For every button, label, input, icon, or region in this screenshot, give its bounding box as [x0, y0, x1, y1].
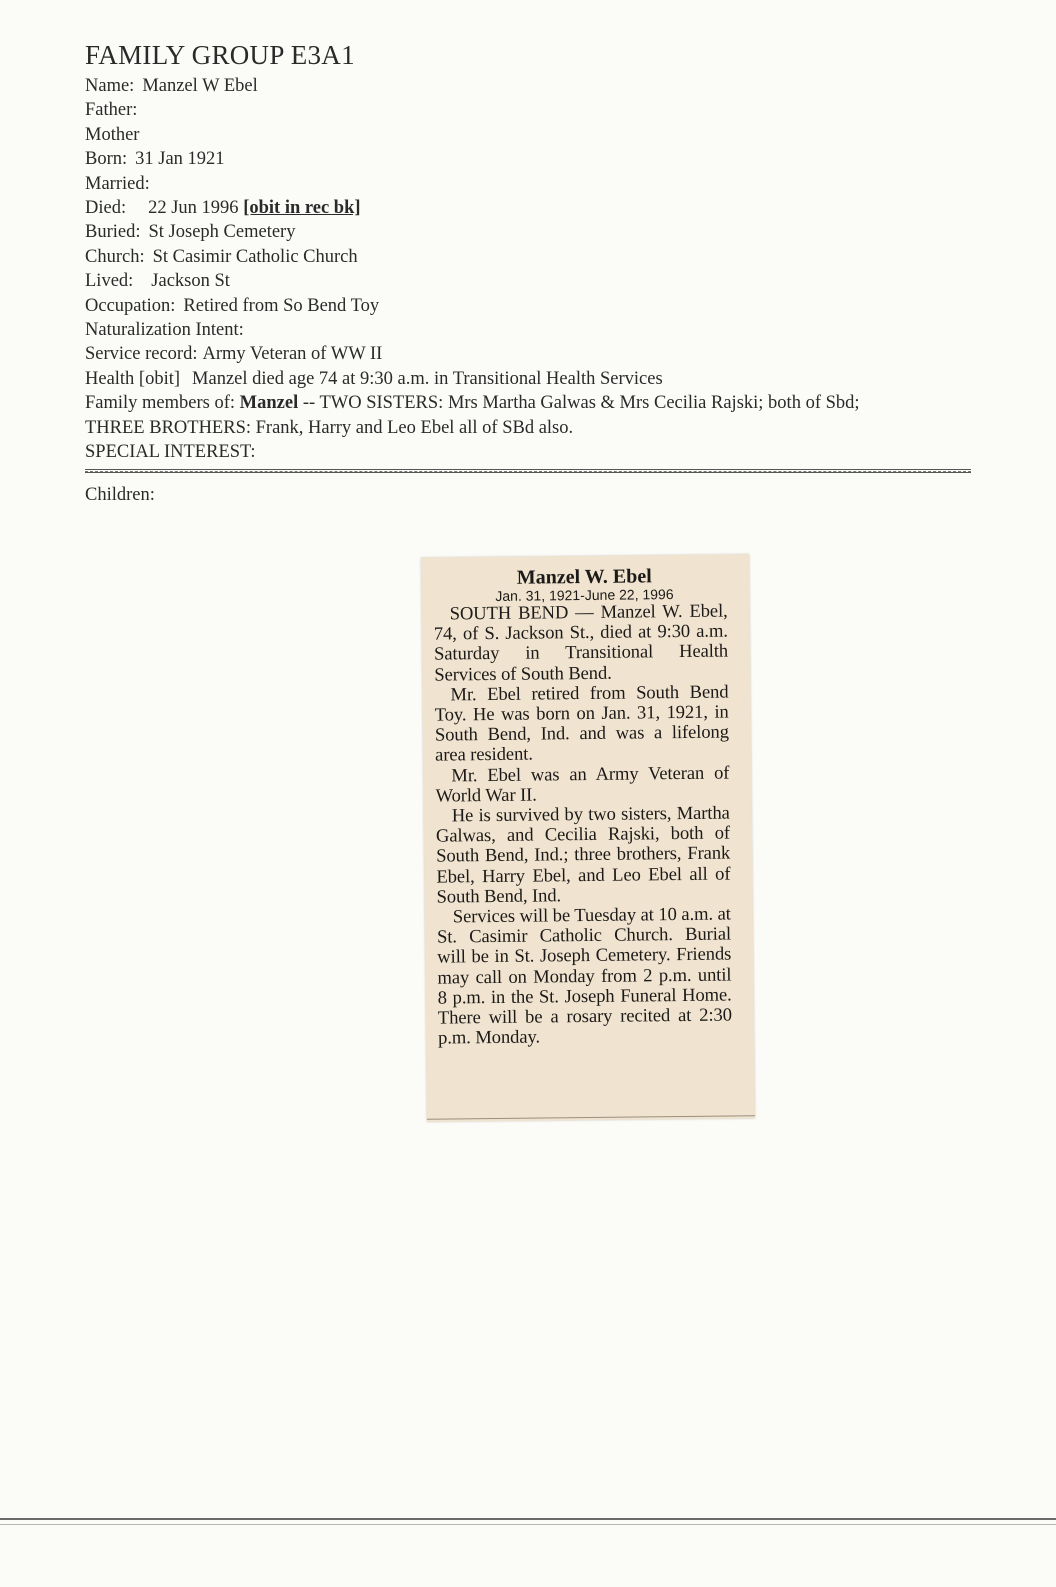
field-label: Father: [85, 100, 138, 121]
field-mother [85, 123, 985, 147]
field-married [85, 172, 985, 196]
field-family [85, 391, 985, 415]
field-value: Manzel W Ebel [142, 76, 258, 96]
family-brothers: THREE BROTHERS: Frank, Harry and Leo Ebel all of SBd also. [85, 417, 574, 438]
field-label: Born: [85, 149, 128, 170]
field-died [85, 196, 985, 220]
field-value: 22 Jun 1996 [148, 198, 239, 219]
field-label: Health [obit] [85, 368, 181, 389]
obituary-paragraph: Mr. Ebel retired from South Bend Toy. He was born on Jan. 31, 1921, in South Bend, Ind. and was a lifelong area resident. [434, 681, 730, 767]
field-label: SPECIAL INTEREST: [85, 442, 256, 463]
field-value: Jackson St [151, 271, 230, 292]
field-family-brothers [85, 416, 985, 440]
field-label: Church: [85, 246, 145, 267]
page-bottom-rule-shadow [0, 1524, 1056, 1525]
field-label: Lived: [85, 271, 134, 292]
field-value: St Joseph Cemetery [148, 222, 296, 243]
obituary-name: Manzel W. Ebel [516, 565, 652, 589]
field-buried [85, 220, 985, 244]
field-service [85, 342, 985, 366]
field-father [85, 98, 985, 122]
field-label: Married: [85, 173, 150, 194]
field-special-interest [85, 440, 985, 464]
field-occupation [85, 294, 985, 318]
clipping-cut-edge [427, 1115, 755, 1121]
obituary-paragraph: Services will be Tuesday at 10 a.m. at St. Casimir Catholic Church. Burial will be in St. Joseph Cemetery. Friends may call on Monday from 2 p.m. until 8 p.m. in the St. Joseph Funeral Home. There will be a rosary recited at 2:30 p.m. Monday. [436, 903, 732, 1049]
field-value: 31 Jan 1921 [135, 149, 225, 170]
page-bottom-rule [0, 1518, 1056, 1520]
field-label: Family members of: [85, 393, 236, 414]
obit-reference: [obit in rec bk] [243, 198, 361, 219]
obituary-dates: Jan. 31, 1921-June 22, 1996 [495, 586, 674, 604]
obituary-clipping [421, 554, 755, 1121]
field-name [85, 74, 985, 98]
field-naturalization [85, 318, 985, 342]
field-health [85, 367, 985, 391]
double-separator [85, 469, 971, 473]
obituary-paragraph: SOUTH BEND — Manzel W. Ebel, 74, of S. Jackson St., died at 9:30 a.m. Saturday in Transitional Health Services of South Bend. [433, 600, 729, 686]
field-value: Retired from So Bend Toy [183, 295, 380, 316]
children-label: Children: [85, 485, 155, 505]
field-lived [85, 269, 985, 293]
field-value: Manzel died age 74 at 9:30 a.m. in Transitional Health Services [192, 368, 663, 389]
obituary-paragraph: Mr. Ebel was an Army Veteran of World War II. [435, 762, 730, 807]
family-sisters: -- TWO SISTERS: Mrs Martha Galwas & Mrs Cecilia Rajski; both of Sbd; [302, 393, 860, 414]
field-church [85, 245, 985, 269]
field-value: Army Veteran of WW II [202, 344, 383, 365]
field-label: Occupation: [85, 295, 176, 316]
obituary-paragraph: He is survived by two sisters, Martha Galwas, and Cecilia Rajski, both of South Bend, Ind.; three brothers, Frank Ebel, Harry Ebel, and Leo Ebel all of South Bend, Ind. [435, 802, 731, 908]
field-label: Died: [85, 198, 127, 219]
family-record [85, 38, 985, 465]
field-label: Buried: [85, 222, 141, 243]
family-subject-name: Manzel [239, 393, 299, 414]
field-label: Name: [85, 76, 135, 96]
page-title: FAMILY GROUP E3A1 [85, 40, 355, 70]
field-value: St Casimir Catholic Church [152, 246, 358, 267]
field-label: Mother [85, 124, 140, 145]
field-label: Service record: [85, 344, 198, 365]
field-label: Naturalization Intent: [85, 320, 244, 341]
field-born [85, 147, 985, 171]
